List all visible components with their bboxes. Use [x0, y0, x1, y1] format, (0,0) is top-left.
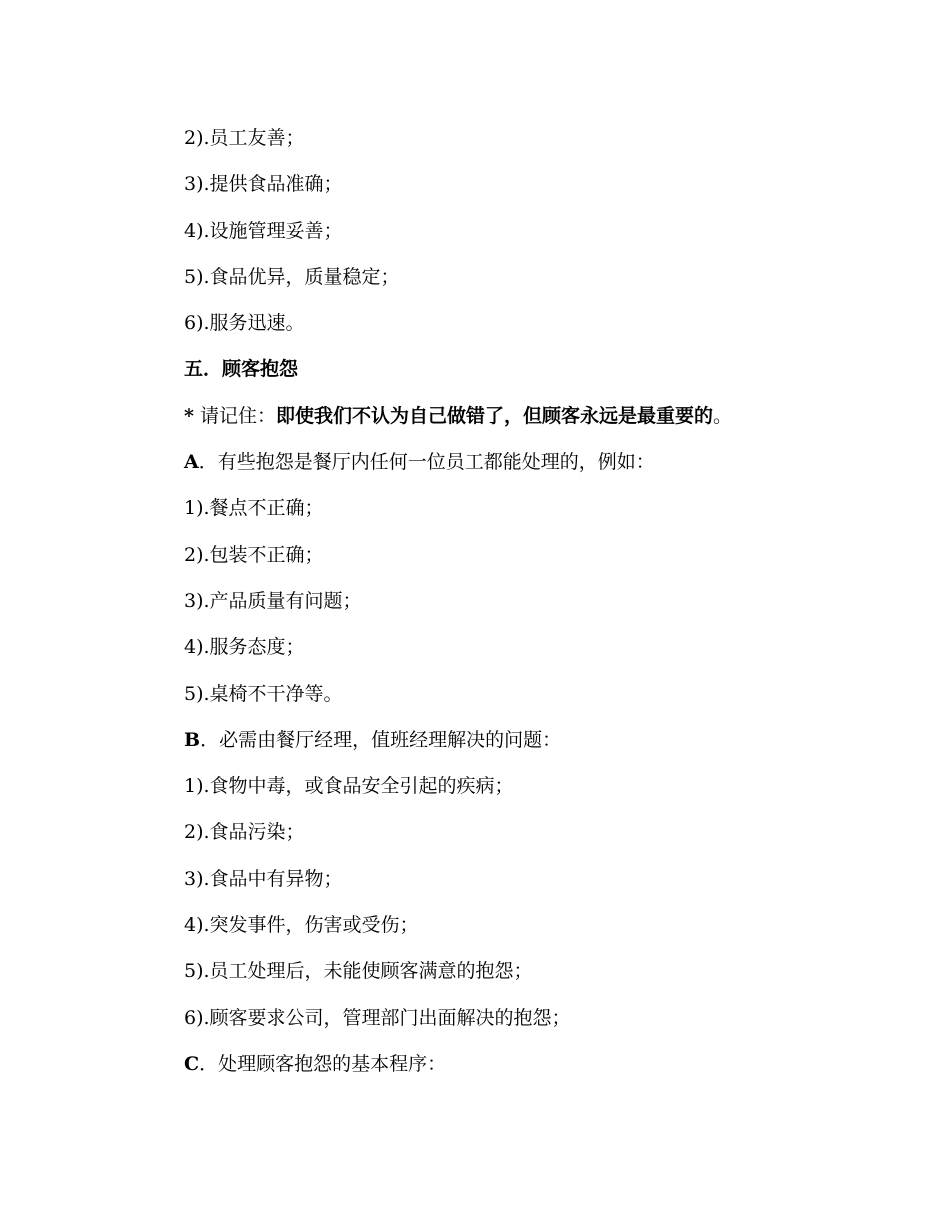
part-b-text: ．必需由餐厅经理，值班经理解决的问题： — [200, 728, 562, 751]
part-a-text: ．有些抱怨是餐厅内任何一位员工都能处理的，例如： — [198, 451, 655, 474]
part-b-letter: B — [184, 728, 201, 751]
reminder-star: * — [184, 404, 194, 427]
list-item: 6).顾客要求公司，管理部门出面解决的抱怨； — [184, 1006, 571, 1029]
reminder-lead: 请记住： — [193, 404, 276, 427]
part-b-heading — [184, 725, 804, 771]
list-item: 2).食品污染； — [184, 821, 305, 844]
list-item: 3).食品中有异物； — [184, 867, 343, 890]
part-a-letter: A — [184, 451, 199, 474]
section-heading: 五．顾客抱怨 — [184, 358, 299, 381]
list-item: 5).桌椅不干净等。 — [184, 682, 343, 705]
list-item: 1).食物中毒，或食品安全引起的疾病； — [184, 775, 514, 798]
list-item: 2).员工友善； — [184, 127, 305, 149]
part-c-text: ．处理顾客抱怨的基本程序： — [199, 1052, 447, 1075]
document-body — [184, 123, 804, 1095]
reminder-paragraph — [184, 401, 804, 447]
list-item: 3).产品质量有问题； — [184, 589, 362, 612]
list-item: 2).包装不正确； — [184, 543, 324, 566]
list-item: 1).餐点不正确； — [184, 497, 324, 520]
reminder-end: 。 — [713, 404, 733, 427]
list-item: 5).员工处理后，未能使顾客满意的抱怨； — [184, 960, 533, 983]
list-item: 4).设施管理妥善； — [184, 219, 343, 242]
list-item: 6).服务迅速。 — [184, 312, 305, 335]
list-item: 4).服务态度； — [184, 636, 305, 659]
part-c-letter: C — [184, 1052, 200, 1075]
list-item: 4).突发事件，伤害或受伤； — [184, 914, 419, 937]
list-item: 5).食品优异，质量稳定； — [184, 265, 400, 288]
part-c-heading — [184, 1049, 804, 1095]
list-item: 3).提供食品准确； — [184, 173, 343, 196]
reminder-emphasis: 即使我们不认为自己做错了，但顾客永远是最重要的 — [275, 404, 713, 427]
part-a-heading — [184, 447, 804, 493]
